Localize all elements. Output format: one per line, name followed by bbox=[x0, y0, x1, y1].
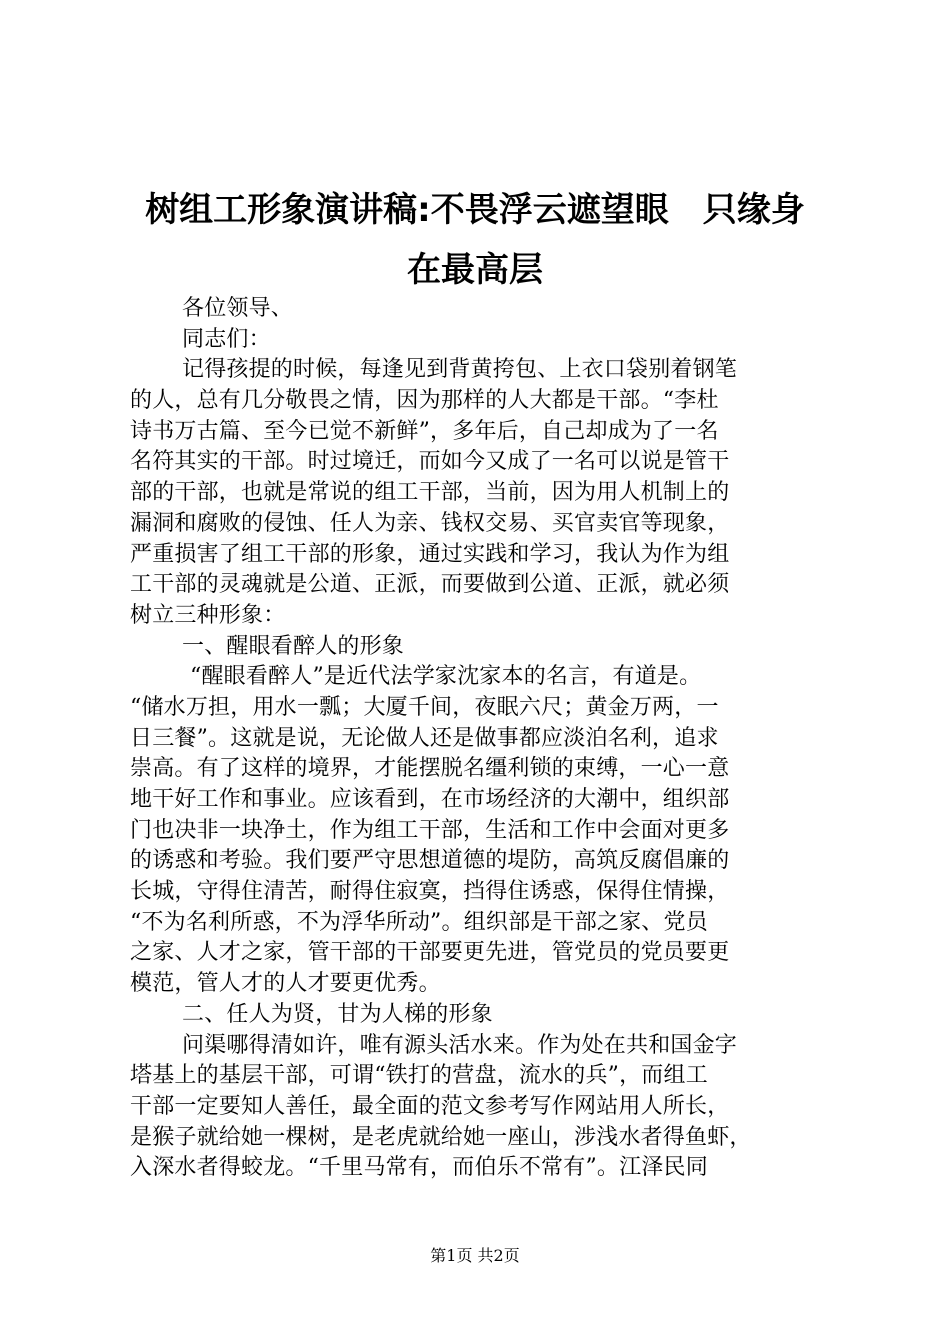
paragraph-line: 树立三种形象： bbox=[130, 602, 286, 628]
paragraph-line: 模范，管人才的人才要更优秀。 bbox=[130, 971, 441, 997]
salutation-line: 同志们： bbox=[182, 326, 271, 352]
document-title-line-2: 在最高层 bbox=[407, 250, 543, 290]
paragraph-line: 门也决非一块净土，作为组工干部，生活和工作中会面对更多 bbox=[130, 817, 730, 843]
paragraph-line: 漏洞和腐败的侵蚀、任人为亲、钱权交易、买官卖官等现象， bbox=[130, 510, 730, 536]
paragraph-line: 之家、人才之家，管干部的干部要更先进，管党员的党员要更 bbox=[130, 940, 730, 966]
paragraph-line: 的诱惑和考验。我们要严守思想道德的堤防，高筑反腐倡廉的 bbox=[130, 848, 730, 874]
paragraph-line: 入深水者得蛟龙。“千里马常有，而伯乐不常有”。江泽民同 bbox=[130, 1155, 708, 1181]
paragraph-line: 记得孩提的时候，每逢见到背黄挎包、上衣口袋别着钢笔 bbox=[182, 357, 738, 383]
salutation-line: 各位领导、 bbox=[182, 296, 294, 321]
section-heading: 一、醒眼看醉人的形象 bbox=[182, 633, 405, 659]
paragraph-line: 塔基上的基层干部，可谓“铁打的营盘，流水的兵”，而组工 bbox=[130, 1063, 708, 1089]
page-number-footer: 第1页 共2页 bbox=[430, 1246, 520, 1265]
paragraph-line: “不为名利所惑，不为浮华所动”。组织部是干部之家、党员 bbox=[130, 909, 708, 935]
paragraph-line: “醒眼看醉人”是近代法学家沈家本的名言，有道是。 bbox=[190, 664, 702, 690]
paragraph-line: 问渠哪得清如许，唯有源头活水来。作为处在共和国金字 bbox=[182, 1032, 738, 1058]
paragraph-line: 地干好工作和事业。应该看到，在市场经济的大潮中，组织部 bbox=[130, 787, 730, 812]
paragraph-line: “储水万担，用水一瓢；大厦千间，夜眠六尺；黄金万两，一 bbox=[130, 694, 719, 720]
paragraph-line: 是猴子就给她一棵树，是老虎就给她一座山，涉浅水者得鱼虾， bbox=[130, 1124, 752, 1150]
paragraph-line: 崇高。有了这样的境界，才能摆脱名缰利锁的束缚，一心一意 bbox=[130, 756, 730, 782]
paragraph-line: 干部一定要知人善任，最全面的范文参考写作网站用人所长， bbox=[130, 1093, 730, 1119]
paragraph-line: 日三餐”。这就是说，无论做人还是做事都应淡泊名利，追求 bbox=[130, 725, 719, 751]
paragraph-line: 部的干部，也就是常说的组工干部，当前，因为用人机制上的 bbox=[130, 480, 730, 506]
section-heading: 二、任人为贤，甘为人梯的形象 bbox=[182, 1001, 493, 1027]
document-title-line-1: 树组工形象演讲稿:不畏浮云遮望眼 只缘身 bbox=[145, 190, 805, 230]
paragraph-line: 名符其实的干部。时过境迁，而如今又成了一名可以说是管干 bbox=[130, 449, 730, 475]
paragraph-line: 诗书万古篇、至今已觉不新鲜”，多年后，自己却成为了一名 bbox=[130, 418, 719, 444]
paragraph-line: 的人，总有几分敬畏之情，因为那样的人大都是干部。“李杜 bbox=[130, 388, 719, 414]
paragraph-line: 严重损害了组工干部的形象，通过实践和学习，我认为作为组 bbox=[130, 541, 730, 567]
document-body bbox=[130, 294, 835, 1184]
paragraph-line: 长城，守得住清苦，耐得住寂寞，挡得住诱惑，保得住情操， bbox=[130, 879, 730, 905]
paragraph-line: 工干部的灵魂就是公道、正派，而要做到公道、正派，就必须 bbox=[130, 572, 730, 598]
